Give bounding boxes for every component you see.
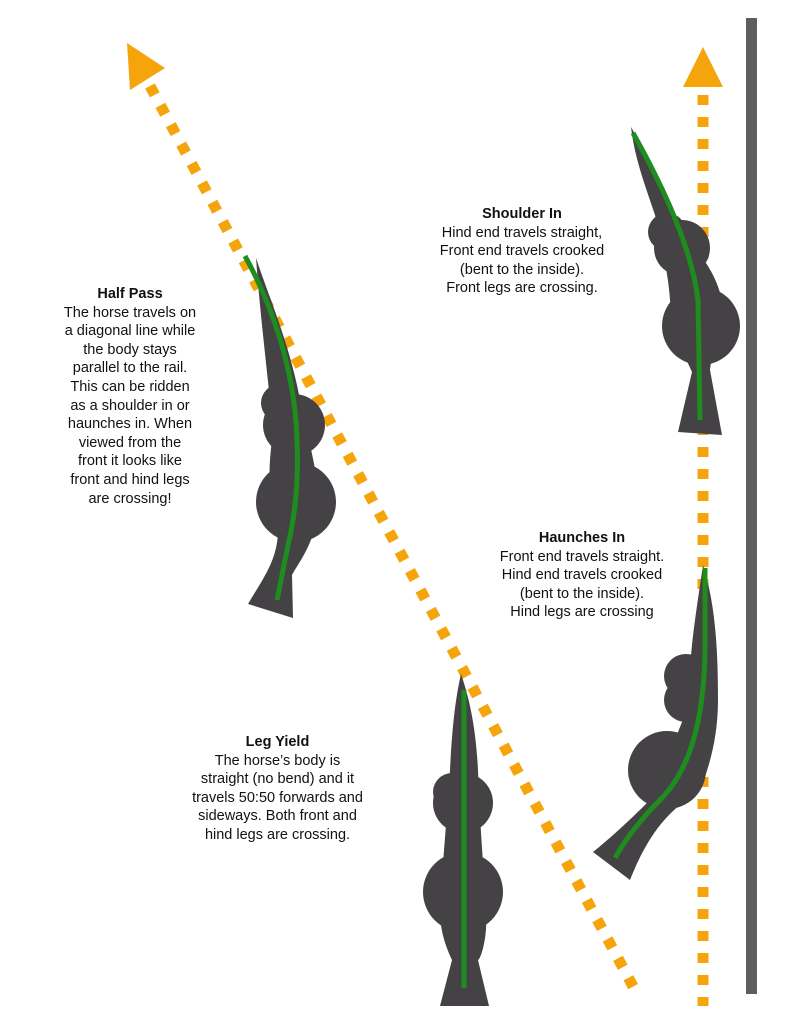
vertical-path-arrow-icon: [683, 47, 723, 87]
half-pass-line: viewed from the: [78, 434, 182, 451]
leg-yield-line: straight (no bend) and it: [200, 771, 355, 788]
leg-yield-line: The horse’s body is: [214, 752, 341, 769]
shoulder-in-line: Front end travels crooked: [439, 243, 605, 260]
leg-yield-line: hind legs are crossing.: [204, 826, 351, 843]
half-pass-line: are crossing!: [88, 490, 172, 507]
shoulder-in-title: Shoulder In: [482, 206, 562, 222]
half-pass-line: This can be ridden: [70, 378, 190, 395]
shoulder-in-line: Front legs are crossing.: [446, 280, 598, 297]
half-pass-horse: [245, 256, 336, 618]
diagonal-path: [127, 43, 636, 992]
arena-rail: [746, 18, 757, 994]
half-pass-line: the body stays: [83, 341, 177, 358]
leg-yield-line: sideways. Both front and: [198, 808, 357, 825]
leg-yield-title: Leg Yield: [245, 734, 310, 750]
half-pass-line: The horse travels on: [63, 304, 197, 321]
half-pass-line: front it looks like: [78, 453, 182, 470]
vertical-path: [683, 47, 723, 1006]
shoulder-in-line: Hind end travels straight,: [441, 224, 603, 241]
half-pass-line: haunches in. When: [67, 416, 193, 433]
half-pass-caption: [40, 285, 220, 508]
haunches-in-line: Front end travels straight.: [499, 548, 665, 565]
shoulder-in-horse-body: [631, 127, 740, 435]
leg-yield-horse: [423, 674, 503, 1006]
leg-yield-caption: [165, 733, 390, 845]
haunches-in-caption: [472, 529, 692, 622]
haunches-in-line: Hind legs are crossing: [510, 604, 654, 621]
haunches-in-title: Haunches In: [538, 530, 626, 546]
half-pass-horse-body: [248, 258, 336, 618]
haunches-in-line: Hind end travels crooked: [501, 567, 663, 584]
leg-yield-line: travels 50:50 forwards and: [192, 789, 363, 806]
shoulder-in-caption: [412, 205, 632, 298]
half-pass-line: parallel to the rail.: [72, 360, 188, 377]
shoulder-in-line: (bent to the inside).: [459, 261, 585, 278]
half-pass-line: a diagonal line while: [64, 323, 196, 340]
half-pass-line: as a shoulder in or: [70, 397, 190, 414]
half-pass-title: Half Pass: [97, 286, 163, 302]
half-pass-line: front and hind legs: [70, 471, 190, 488]
shoulder-in-horse: [631, 127, 740, 435]
haunches-in-line: (bent to the inside).: [519, 585, 645, 602]
diagonal-path-arrow-icon: [127, 43, 165, 90]
